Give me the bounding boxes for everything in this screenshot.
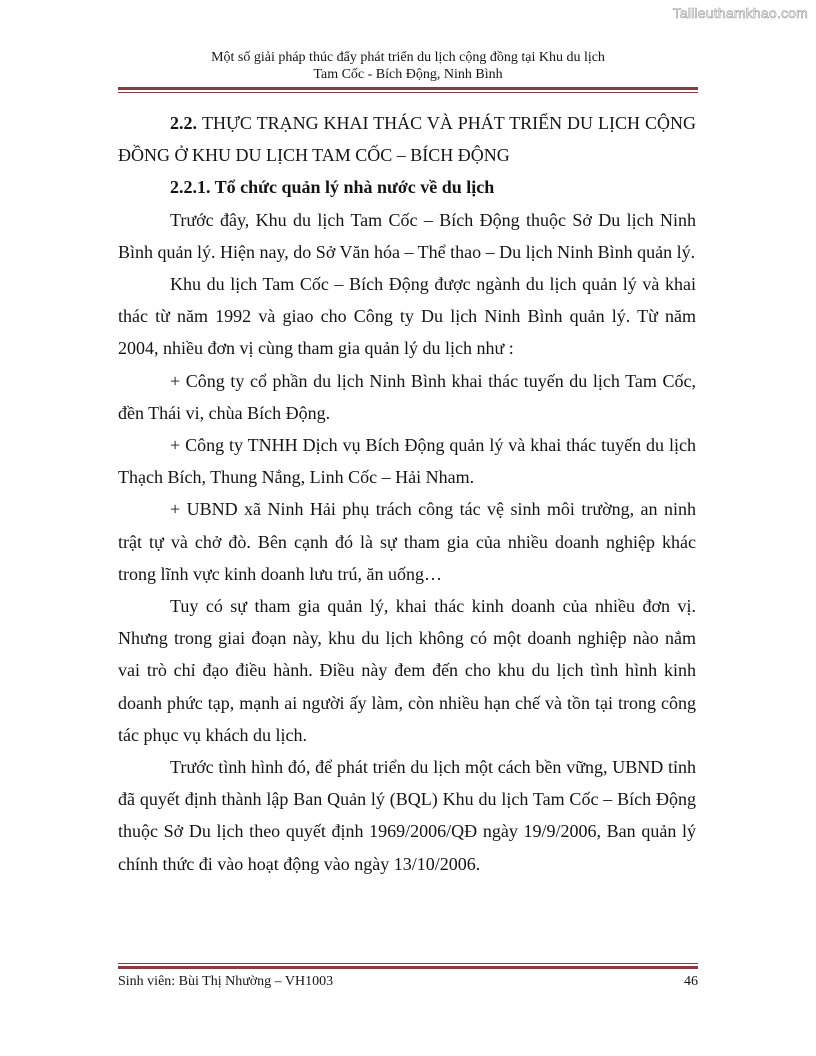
subsection-heading: 2.2.1. Tổ chức quản lý nhà nước về du lịch (170, 177, 495, 198)
section-heading (118, 107, 696, 171)
paragraph: Khu du lịch Tam Cốc – Bích Động được ngành du lịch quản lý và khai thác từ năm 1992 và giao cho Công ty Du lịch Ninh Bình quản lý. Từ năm 2004, nhiều đơn vị cùng tham gia quản lý du lịch như : (118, 274, 696, 359)
header-line-1: Một số giải pháp thúc đẩy phát triển du lịch cộng đồng tại Khu du lịch (211, 50, 605, 65)
list-item: + Công ty cổ phần du lịch Ninh Bình khai thác tuyến du lịch Tam Cốc, đền Thái vi, chùa Bích Động. (118, 370, 696, 423)
header-rule-thin (118, 92, 698, 93)
page-number: 46 (684, 974, 698, 989)
list-item: + Công ty TNHH Dịch vụ Bích Động quản lý và khai thác tuyến du lịch Thạch Bích, Thung Nắng, Linh Cốc – Hải Nham. (118, 435, 696, 488)
paragraph: Tuy có sự tham gia quản lý, khai thác kinh doanh của nhiều đơn vị. Nhưng trong giai đoạn này, khu du lịch không có một doanh nghiệp nào nắm vai trò chỉ đạo điều hành. Điều này đem đến cho khu du lịch tình hình kinh doanh phức tạp, mạnh ai người ấy làm, còn nhiều hạn chế và tồn tại trong công tác phục vụ khách du lịch. (118, 596, 696, 745)
header-rule-thick (118, 87, 698, 90)
paragraph: Trước tình hình đó, để phát triển du lịch một cách bền vững, UBND tỉnh đã quyết định thành lập Ban Quản lý (BQL) Khu du lịch Tam Cốc – Bích Động thuộc Sở Du lịch theo quyết định 1969/2006/QĐ ngày 19/9/2006, Ban quản lý chính thức đi vào hoạt động vào ngày 13/10/2006. (118, 757, 696, 874)
page-body (118, 107, 696, 880)
footer-rule-thick (118, 966, 698, 969)
section-number: 2.2. (170, 113, 197, 133)
footer-student: Sinh viên: Bùi Thị Nhường – VH1003 (118, 974, 334, 989)
page-footer (118, 973, 698, 990)
watermark: Tailieuthamkhao.com (672, 5, 808, 21)
header-line-2: Tam Cốc - Bích Động, Ninh Bình (313, 67, 503, 82)
footer-rule-thin (118, 963, 698, 964)
section-title: THỰC TRẠNG KHAI THÁC VÀ PHÁT TRIỂN DU LỊCH CỘNG ĐỒNG Ở KHU DU LỊCH TAM CỐC – BÍCH ĐỘNG (118, 113, 696, 166)
paragraph: Trước đây, Khu du lịch Tam Cốc – Bích Động thuộc Sở Du lịch Ninh Bình quản lý. Hiện nay, do Sở Văn hóa – Thể thao – Du lịch Ninh Bình quản lý. (118, 209, 696, 262)
running-header (118, 49, 698, 83)
list-item: + UBND xã Ninh Hải phụ trách công tác vệ sinh môi trường, an ninh trật tự và chở đò. Bên cạnh đó là sự tham gia của nhiều doanh nghiệp khác trong lĩnh vực kinh doanh lưu trú, ăn uống… (118, 499, 696, 584)
